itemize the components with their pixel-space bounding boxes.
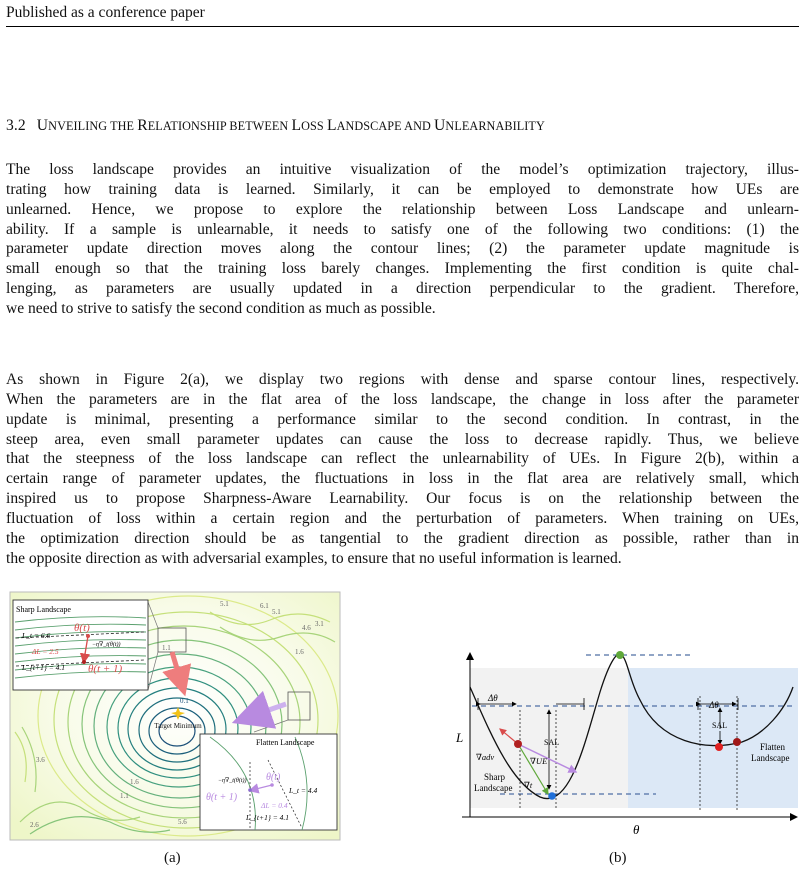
paragraph-line: trating how training data is learned. Similarly, it can be employed to demonstrate how UEs are (6, 180, 799, 198)
paragraph-1 (6, 160, 799, 319)
flat-inset (200, 734, 337, 830)
paragraph-line: that the steepness of the loss landscape can reflect the unlearnability of UEs. In Figure 2(b), within a (6, 450, 799, 468)
flat-lt1: L_{t+1} = 4.1 (246, 813, 290, 822)
sharp-theta-t1: θ(t + 1) (88, 663, 123, 675)
sharp-theta-t: θ(t) (74, 622, 90, 634)
flat-inset-title: Flatten Landscape (256, 738, 315, 747)
flat-theta-t1-point (248, 788, 252, 792)
paragraph-line: The loss landscape provides an intuitive visualization of the model’s optimization trajectory, illus- (6, 161, 799, 178)
sharp-landscape-label-2: Landscape (474, 783, 513, 793)
paragraph-line: steep area, even small parameter updates can cause the loss to decrease rapidly. Thus, we believe (6, 430, 799, 448)
figure-a-svg (10, 592, 340, 840)
section-title-part: U (434, 117, 446, 134)
paragraph-line: ability. If a sample is unlearnable, it needs to satisfy one of the following two conditions: (1) the (6, 220, 799, 238)
y-axis-label: L (456, 730, 464, 745)
flat-theta-t: θ(t) (266, 772, 281, 783)
paragraph-line: When the parameters are in the flat area of the loss landscape, the change in loss after the parameter (6, 390, 799, 408)
paragraph-line: unlearned. Hence, we propose to explore the relationship between Loss Landscape and unlearn- (6, 200, 799, 218)
paragraph-line: fluctuation of loss within a certain region and the perturbation of parameters. When training on UEs, (6, 509, 799, 527)
section-title (37, 117, 545, 134)
contour-label: 1.6 (130, 778, 139, 786)
running-header: Published as a conference paper (6, 4, 205, 21)
contour-label: 1.1 (162, 644, 171, 652)
contour-label: 3.6 (36, 756, 45, 764)
paragraph-line: we need to strive to satisfy the second condition as much as possible. (6, 299, 436, 317)
flat-dl: ΔL = 0.4 (261, 801, 288, 810)
paragraph-line: parameter update direction moves along the contour lines; (2) the parameter update magnitude is (6, 240, 799, 258)
section-title-part: R (137, 117, 148, 134)
section-title-part: ANDSCAPE AND (336, 119, 435, 133)
grad-ue-label: ∇UE (530, 756, 548, 766)
paragraph-line: certain range of parameter updates, the fluctuations in loss in the flat area are relatively small, which (6, 470, 799, 488)
sharp-theta-t-point (86, 634, 90, 638)
section-title-part: L (291, 117, 302, 134)
section-title-part: NLEARNABILITY (445, 119, 545, 133)
sharp-point-start (514, 740, 522, 748)
flat-theta-t1: θ(t + 1) (206, 792, 238, 803)
flat-point-1 (715, 743, 723, 751)
contour-label: 1.1 (120, 792, 129, 800)
grad-t-label: ∇t (524, 780, 533, 790)
sharp-point-end (548, 792, 556, 800)
flat-region (628, 668, 798, 808)
paragraph-line: update is minimal, presenting a performance similar to the second condition. In contrast, in the (6, 410, 799, 428)
flat-delta-theta: Δθ (709, 700, 719, 710)
flat-grad: −η∇_t(θ(t)) (218, 778, 247, 784)
sharp-theta-t1-point (82, 660, 86, 664)
flat-point-2 (733, 738, 741, 746)
header-rule (6, 26, 799, 27)
contour-label: 3.1 (315, 620, 324, 628)
section-title-part: NVEILING THE (48, 119, 138, 133)
paragraph-line: the optimization direction should be as tangential to the gradient direction as possible, rather than in (6, 529, 799, 547)
contour-label: 5.1 (220, 600, 229, 608)
x-axis-label: θ (633, 822, 640, 837)
contour-label: 5.1 (272, 608, 281, 616)
flat-lt: L_t = 4.4 (289, 786, 318, 795)
sharp-dl: ΔL = 2.5 (32, 647, 59, 656)
paragraph-line: lenging, as parameters are usually updated in a direction perpendicular to the gradient. Therefore, (6, 280, 799, 298)
paragraph-line: inspired us to propose Sharpness-Aware Learnability. Our focus is on the relationship between the (6, 490, 799, 508)
figure-b-svg (456, 592, 800, 840)
sharp-lt1: L_{t+1} = 4.1 (22, 663, 66, 672)
sharp-delta-theta: Δθ (488, 693, 498, 703)
target-minimum-label: Target Minimum (154, 722, 202, 730)
section-heading (6, 117, 545, 135)
figure-a-contour-plot (10, 592, 340, 840)
section-title-part: L (326, 117, 337, 134)
contour-label: 2.6 (30, 821, 39, 829)
paragraph-2 (6, 370, 799, 568)
sharp-sal-label: SAL (544, 738, 560, 747)
caption-b: (b) (609, 850, 627, 866)
paragraph-line: small enough so that the training loss barely changes. Implementing the first condition is quite chal- (6, 260, 799, 278)
section-number: 3.2 (6, 117, 26, 134)
section-title-part: U (36, 117, 49, 134)
sharp-inset-title: Sharp Landscape (16, 605, 71, 614)
figure-b-loss-curve (456, 592, 800, 840)
contour-label: 6.1 (260, 602, 269, 610)
flat-landscape-label-2: Landscape (751, 753, 790, 763)
contour-label: 5.6 (178, 818, 187, 826)
section-title-part: OSS (301, 119, 327, 133)
paragraph-line: As shown in Figure 2(a), we display two regions with dense and sparse contour lines, respectively. (6, 371, 799, 388)
flat-sal-label: SAL (712, 721, 728, 730)
contour-label: 1.6 (295, 648, 304, 656)
sharp-landscape-label-1: Sharp (484, 772, 505, 782)
sharp-inset (13, 600, 148, 690)
contour-label-inner: 0.1 (180, 697, 189, 705)
paragraph-line: the opposite direction as with adversarial examples, to ensure that no useful information is learned. (6, 549, 622, 567)
contour-label: 4.6 (302, 624, 311, 632)
sharp-grad: −η∇_t(θ(t)) (92, 642, 121, 648)
flat-landscape-label-1: Flatten (760, 742, 785, 752)
sharp-lt: L_t = 6.6 (22, 631, 51, 640)
grad-adv-label: ∇adv (476, 752, 495, 762)
peak-point (616, 651, 624, 659)
caption-a: (a) (164, 850, 181, 866)
flat-theta-t-point (270, 783, 274, 787)
section-title-part: ELATIONSHIP BETWEEN (147, 119, 292, 133)
